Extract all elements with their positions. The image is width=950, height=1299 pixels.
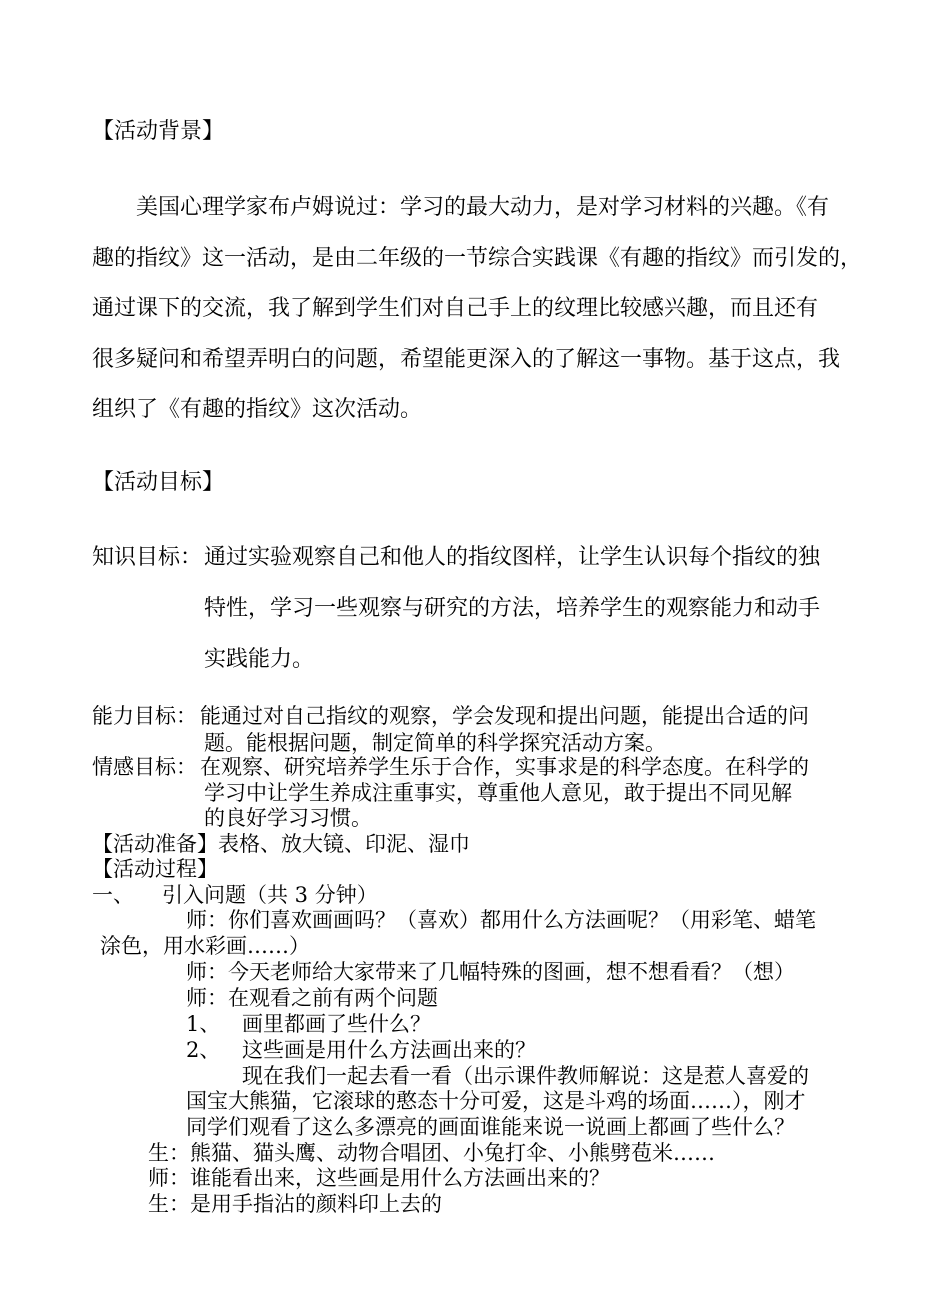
step-number: 一、 [92,883,134,907]
dialogue-line: 师：谁能看出来，这些画是用什么方法画出来的？ [148,1166,610,1190]
dialogue-line: 师：今天老师给大家带来了几幅特殊的图画，想不想看看？（想） [186,960,795,984]
goal-line: 在观察、研究培养学生乐于合作，实事求是的科学态度。在科学的 [200,755,809,779]
dialogue-line: 师：在观看之前有两个问题 [186,986,438,1010]
goal-label: 知识目标： [92,545,203,570]
paragraph-line: 组织了《有趣的指纹》这次活动。 [92,397,423,422]
process-heading: 【活动过程】 [92,857,218,881]
goal-label: 情感目标： [92,755,197,779]
goal-line: 学习中让学生养成注重事实，尊重他人意见，敢于提出不同见解 [204,781,792,805]
narration-line: 国宝大熊猫，它滚球的憨态十分可爱，这是斗鸡的场面……），刚才 [186,1089,806,1113]
goal-label: 能力目标： [92,704,197,728]
goals-heading: 【活动目标】 [92,470,225,495]
paragraph-line: 通过课下的交流，我了解到学生们对自己手上的纹理比较感兴趣，而且还有 [92,296,819,321]
goal-line: 特性，学习一些观察与研究的方法，培养学生的观察能力和动手 [204,596,821,621]
goal-line: 实践能力。 [204,647,315,672]
paragraph-line: 趣的指纹》这一活动，是由二年级的一节综合实践课《有趣的指纹》而引发的， [92,246,863,271]
question-number: 2、 [186,1038,221,1062]
dialogue-line: 师：你们喜欢画画吗？（喜欢）都用什么方法画呢？（用彩笔、蜡笔 [186,908,816,932]
step-title: 引入问题（共 3 分钟） [162,883,378,907]
goal-line: 的良好学习习惯。 [204,806,372,830]
goal-line: 题。能根据问题，制定简单的科学探究活动方案。 [204,731,666,755]
dialogue-line: 生：是用手指沾的颜料印上去的 [148,1192,442,1216]
question-text: 这些画是用什么方法画出来的？ [242,1038,536,1062]
question-text: 画里都画了些什么？ [242,1012,431,1036]
dialogue-line: 涂色，用水彩画……） [100,934,310,958]
narration-line: 现在我们一起去看一看（出示课件教师解说：这是惹人喜爱的 [242,1064,809,1088]
background-heading: 【活动背景】 [92,119,225,144]
goal-line: 通过实验观察自己和他人的指纹图样，让学生认识每个指纹的独 [204,545,821,570]
question-number: 1、 [186,1012,221,1036]
paragraph-line: 美国心理学家布卢姆说过：学习的最大动力，是对学习材料的兴趣。《有 [136,195,830,220]
preparation-line: 【活动准备】表格、放大镜、印泥、湿巾 [92,832,470,856]
dialogue-line: 生：熊猫、猫头鹰、动物合唱团、小兔打伞、小熊劈苞米…… [148,1141,715,1165]
paragraph-line: 很多疑问和希望弄明白的问题，希望能更深入的了解这一事物。基于这点，我 [92,347,841,372]
goal-line: 能通过对自己指纹的观察，学会发现和提出问题，能提出合适的问 [200,704,809,728]
narration-line: 同学们观看了这么多漂亮的画面谁能来说一说画上都画了些什么？ [186,1115,795,1139]
